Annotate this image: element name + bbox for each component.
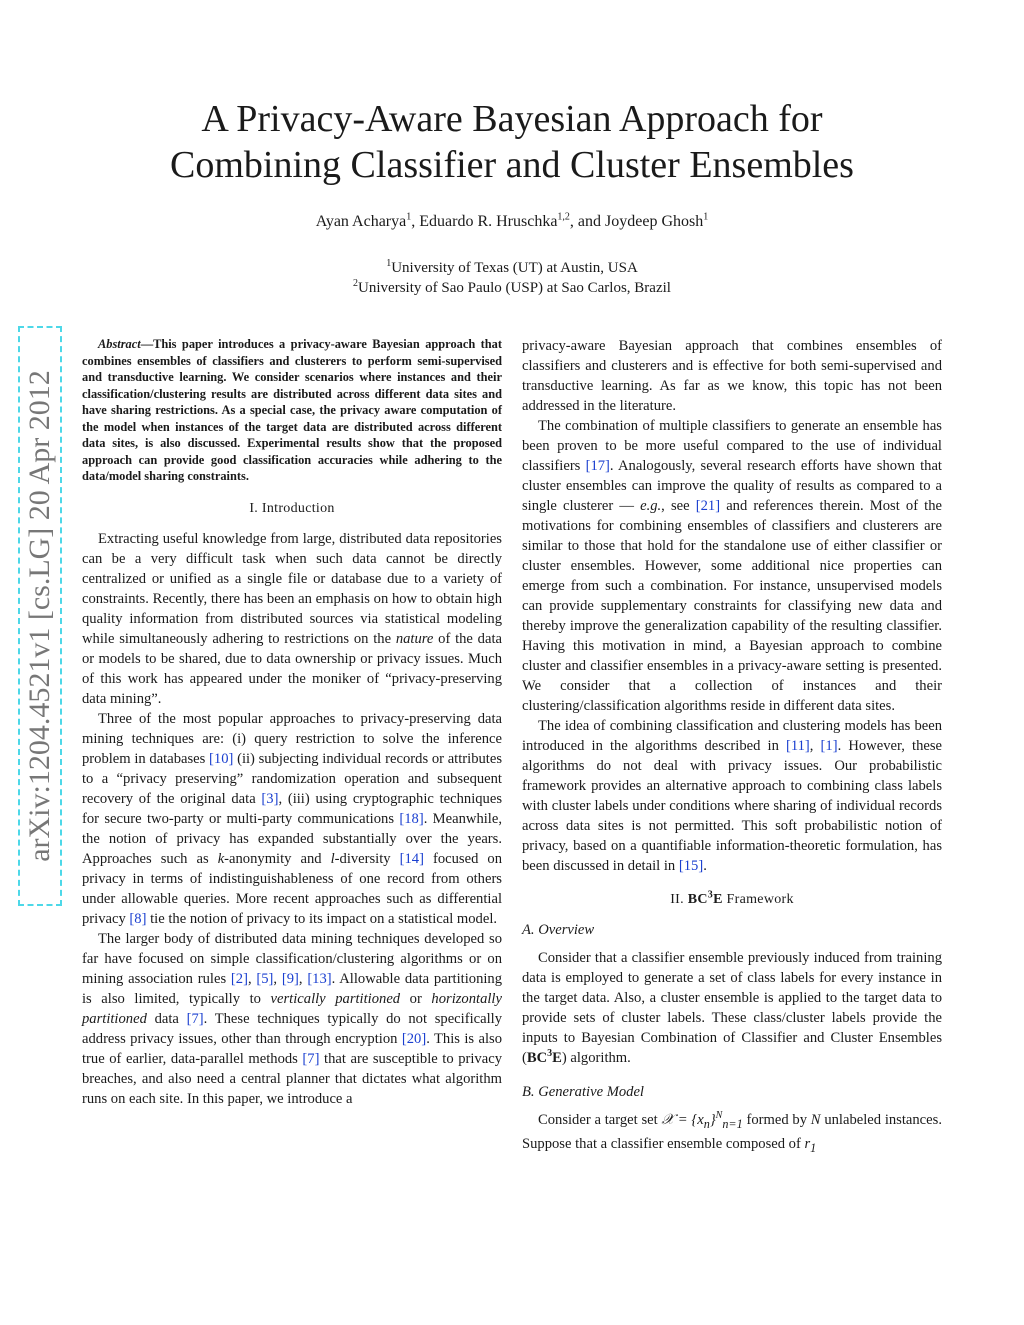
affil-mark: 2 [353, 278, 359, 289]
paper-title [0, 96, 1024, 188]
affil-mark: 1 [386, 258, 392, 269]
subsection-heading-generative-model: B. Generative Model [522, 1084, 644, 1100]
author-name: Ayan Acharya [315, 213, 407, 230]
math-r1: $r_1$ [804, 1135, 817, 1155]
paragraph: The combination of multiple classifiers to generate an ensemble has been proven to be more useful compared to the use of individual classifiers [17]. Analogously, several research efforts have shown that cluster ensembles can improve the quality of results as compared to a single clusterer — e.g., see [21] and references therein. Most of the motivations for combining ensembles of classifiers and clusterers are similar to those that hold for the standalone use of either classifier or cluster ensembles. However, some additional nice properties can emerge from such a combination. For instance, unsupervised models can provide supplementary constraints for classifying new data and thereby improve the generalization capability of the resulting classifier. Having this motivation in mind, a Bayesian approach to combine cluster and classifier ensembles in a privacy-aware setting is presented. We consider that a collection of instances and their clustering/classification algorithms reside in different data sites. [522, 418, 943, 714]
author-affil-mark: 1,2 [557, 211, 570, 223]
citation-link[interactable]: [21] [695, 498, 721, 514]
author-separator: , and [569, 213, 606, 230]
paragraph: Three of the most popular approaches to privacy-preserving data mining techniques are: (i) query restriction to solve the inference problem in databases [10] (ii) subjecting individual records or attributes to a “privacy preserving” randomization operation and subsequent recovery of the original data [3], (iii) using cryptographic techniques for secure two-party or multi-party communications [18]. Meanwhile, the notion of privacy has expanded substantially over the years. Approaches such as k-anonymity and l-diversity [14] focused on privacy in terms of indistinguishableness of one record from others under allowable queries. More recent approaches such as differential privacy [8] tie the notion of privacy to its impact on a statistical model. [82, 710, 503, 927]
citation-link[interactable]: [1] [820, 738, 838, 754]
arxiv-stamp-text: arXiv:1204.4521v1 [cs.LG] 20 Apr 2012 [23, 370, 56, 862]
title-line-1: A Privacy-Aware Bayesian Approach for [201, 98, 823, 140]
citation-link[interactable]: [20] [401, 1030, 427, 1047]
affiliation [0, 258, 1024, 278]
arxiv-stamp[interactable] [18, 326, 62, 906]
citation-link[interactable]: [7] [302, 1050, 320, 1067]
citation-link[interactable]: [11] [786, 738, 810, 754]
right-column [522, 336, 942, 1158]
citation-link[interactable]: [9] [281, 970, 299, 987]
left-column [82, 336, 502, 1109]
citation-link[interactable]: [8] [129, 910, 147, 927]
math-set: 𝒳 = $\{x_n\}^N_{n=1}$ [661, 1110, 743, 1131]
citation-link[interactable]: [3] [261, 790, 279, 807]
paragraph: Consider that a classifier ensemble previously induced from training data is employed to generate a set of class labels for every instance in the target data. Also, a cluster ensemble is applied to the target data to provide sets of cluster labels. These class/cluster labels provide the inputs to Bayesian Combination of Classifier and Cluster Ensembles $(BC^3E)$ algorithm. [522, 950, 942, 1066]
title-line-2: Combining Classifier and Cluster Ensembles [170, 144, 854, 186]
citation-link[interactable]: [13] [307, 970, 332, 987]
abstract-label: Abstract [98, 337, 141, 351]
citation-link[interactable]: [10] [209, 750, 234, 767]
section-heading-framework: II. $BC^3E$ Framework [670, 889, 794, 907]
paragraph: Extracting useful knowledge from large, distributed data repositories can be a very difficult task when such data cannot be directly centralized or unified as a single file or database due to a variety of constraints. Recently, there has been an emphasis on how to obtain high quality information from distributed sources via statistical modeling while simultaneously adhering to restrictions on the nature of the data or models to be shared, due to data ownership or privacy issues. Much of this work has appeared under the moniker of “privacy-preserving data mining”. [82, 530, 502, 707]
author-name: Joydeep Ghosh [605, 213, 704, 230]
citation-link[interactable]: [18] [399, 810, 424, 827]
citation-link[interactable]: [17] [585, 458, 610, 474]
affil-text: University of Texas (UT) at Austin, USA [391, 260, 638, 276]
affiliations [0, 258, 1024, 298]
paragraph: privacy-aware Bayesian approach that combines ensembles of classifiers and clusterers and is effective for both semi-supervised and transductive learning. As far as we know, this topic has not been addressed in the literature. [522, 338, 942, 414]
abstract-text: —This paper introduces a privacy-aware Bayesian approach that combines ensembles of classifiers and clusterers to perform semi-supervised and transductive learning. We consider scenarios where instances and their classification/clustering results are distributed across different data sites and have sharing restrictions. As a special case, the privacy aware computation of the model when instances of the target data are distributed across different data sites, is also discussed. Experimental results show that the proposed approach can provide good classification accuracies while adhering to the data/model sharing constraints. [82, 337, 502, 483]
author-list [0, 213, 1024, 231]
citation-link[interactable]: [15] [678, 858, 704, 874]
subsection-heading-overview: A. Overview [522, 922, 595, 938]
paragraph: Consider a target set 𝒳 = $\{x_n\}^N_{n=1}$ formed by N unlabeled instances. Suppose that a classifier ensemble composed of $r_1$ [522, 1110, 942, 1155]
author-separator: , [411, 213, 420, 230]
citation-link[interactable]: [7] [186, 1010, 204, 1027]
paragraph: The idea of combining classification and clustering models has been introduced in the algorithms described in [11], [1]. However, these algorithms do not deal with privacy issues. Our probabilistic framework provides an alternative approach to combining class labels with cluster labels under conditions where sharing of individual records across data sites is not permitted. This soft probabilistic notion of privacy, based on a quantifiable information-theoretic formulation, has been discussed in detail in [15]. [522, 718, 942, 874]
paragraph: The larger body of distributed data mining techniques developed so far have focused on simple classification/clustering algorithms or on mining association rules [2], [5], [9], [13]. Allowable data partitioning is also limited, typically to vertically partitioned or horizontally partitioned data [7]. These techniques typically do not specifically address privacy issues, other than through encryption [20]. This is also true of earlier, data-parallel methods [7] that are susceptible to privacy breaches, and also need a central planner that dictates what algorithm runs on each site. In this paper, we introduce a [82, 930, 503, 1107]
affil-text: University of Sao Paulo (USP) at Sao Carlos, Brazil [358, 280, 671, 296]
affiliation [0, 278, 1024, 298]
author-affil-mark: 1 [703, 211, 709, 223]
citation-link[interactable]: [5] [256, 970, 274, 987]
author-name: Eduardo R. Hruschka [419, 213, 558, 230]
abstract [82, 336, 502, 485]
author-affil-mark: 1 [406, 211, 412, 223]
citation-link[interactable]: [2] [230, 970, 248, 987]
citation-link[interactable]: [14] [399, 850, 424, 867]
section-heading-introduction: I. Introduction [249, 500, 335, 516]
